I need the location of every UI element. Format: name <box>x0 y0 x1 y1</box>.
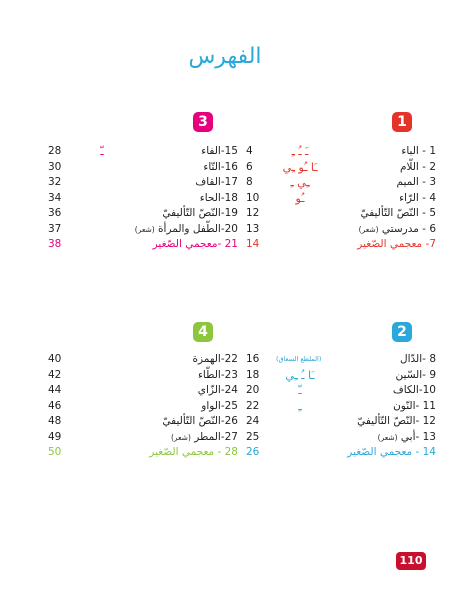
section-2-badge: 2 <box>392 322 412 342</box>
toc-item[interactable]: 24-الزّاي 44 <box>48 384 238 396</box>
toc-item[interactable]: 8 -الدّال (الملطع السعاق) 16 <box>246 353 436 365</box>
toc-item[interactable]: 6 - مدرستي (شعر) 13 <box>246 222 436 235</box>
toc-item[interactable]: 12 -النّصّ التّأليفيّ 24 <box>246 415 436 427</box>
toc-item[interactable]: 10-الكاف ـّ 20 <box>246 384 436 397</box>
page-title: الفهرس <box>188 44 262 69</box>
toc-item[interactable]: 5 - النّصّ التّأليفيّ 12 <box>246 207 436 219</box>
toc-item[interactable]: 23-الطّاء 42 <box>48 368 238 381</box>
toc-item[interactable]: 17-القاف 32 <box>48 176 238 188</box>
toc-item-dictionary[interactable]: 7- معجمي الصّغير 14 <box>246 238 436 250</box>
toc-item[interactable]: 4 - الرّاء ـُو 10 <box>246 191 436 205</box>
toc-item-dictionary[interactable]: 21 -معجمي الصّغير 38 <box>48 238 238 250</box>
toc-item[interactable]: 26-النّصّ التّأليفيّ 48 <box>48 415 238 427</box>
page-number-badge: 110 <box>396 552 426 570</box>
toc-item[interactable]: 9 -السّين ـَا ـُ ـِي 18 <box>246 368 436 382</box>
toc-item[interactable]: 3 - الميم ـِي ـِ 8 <box>246 176 436 189</box>
section-3-badge: 3 <box>193 112 213 132</box>
section-1-badge: 1 <box>392 112 412 132</box>
section-3-list <box>48 144 238 253</box>
toc-item[interactable]: 18-الحاء 34 <box>48 191 238 204</box>
toc-item[interactable]: 16-التّاء 30 <box>48 160 238 173</box>
toc-item[interactable]: 25-الواو 46 <box>48 399 238 412</box>
toc-item[interactable]: 13 -أبي (شعر) 25 <box>246 430 436 443</box>
toc-item[interactable]: 15-الفاء ـّ 28 <box>48 145 238 158</box>
toc-item[interactable]: 11 -النّون ـِ 22 <box>246 399 436 413</box>
toc-item-dictionary[interactable]: 14 - معجمي الصّغير 26 <box>246 446 436 458</box>
toc-item[interactable]: 1 - الباء ـَ ـُ ـِ 4 <box>246 145 436 158</box>
toc-item[interactable]: 2 - اللّام ـَا ـُو ـِي 6 <box>246 160 436 174</box>
toc-item[interactable]: 27-المطر (شعر) 49 <box>48 430 238 443</box>
section-4-badge: 4 <box>193 322 213 342</box>
section-4-list <box>48 352 238 461</box>
toc-item[interactable]: 20-الطّفل والمرأة (شعر) 37 <box>48 222 238 235</box>
section-2-list <box>246 352 436 461</box>
section-1-list <box>246 144 436 253</box>
toc-item[interactable]: 19-النّصّ التّأليفيّ 36 <box>48 207 238 219</box>
toc-item[interactable]: 22-الهمزة 40 <box>48 353 238 365</box>
toc-item-dictionary[interactable]: 28 - معجمي الصّغير 50 <box>48 446 238 458</box>
